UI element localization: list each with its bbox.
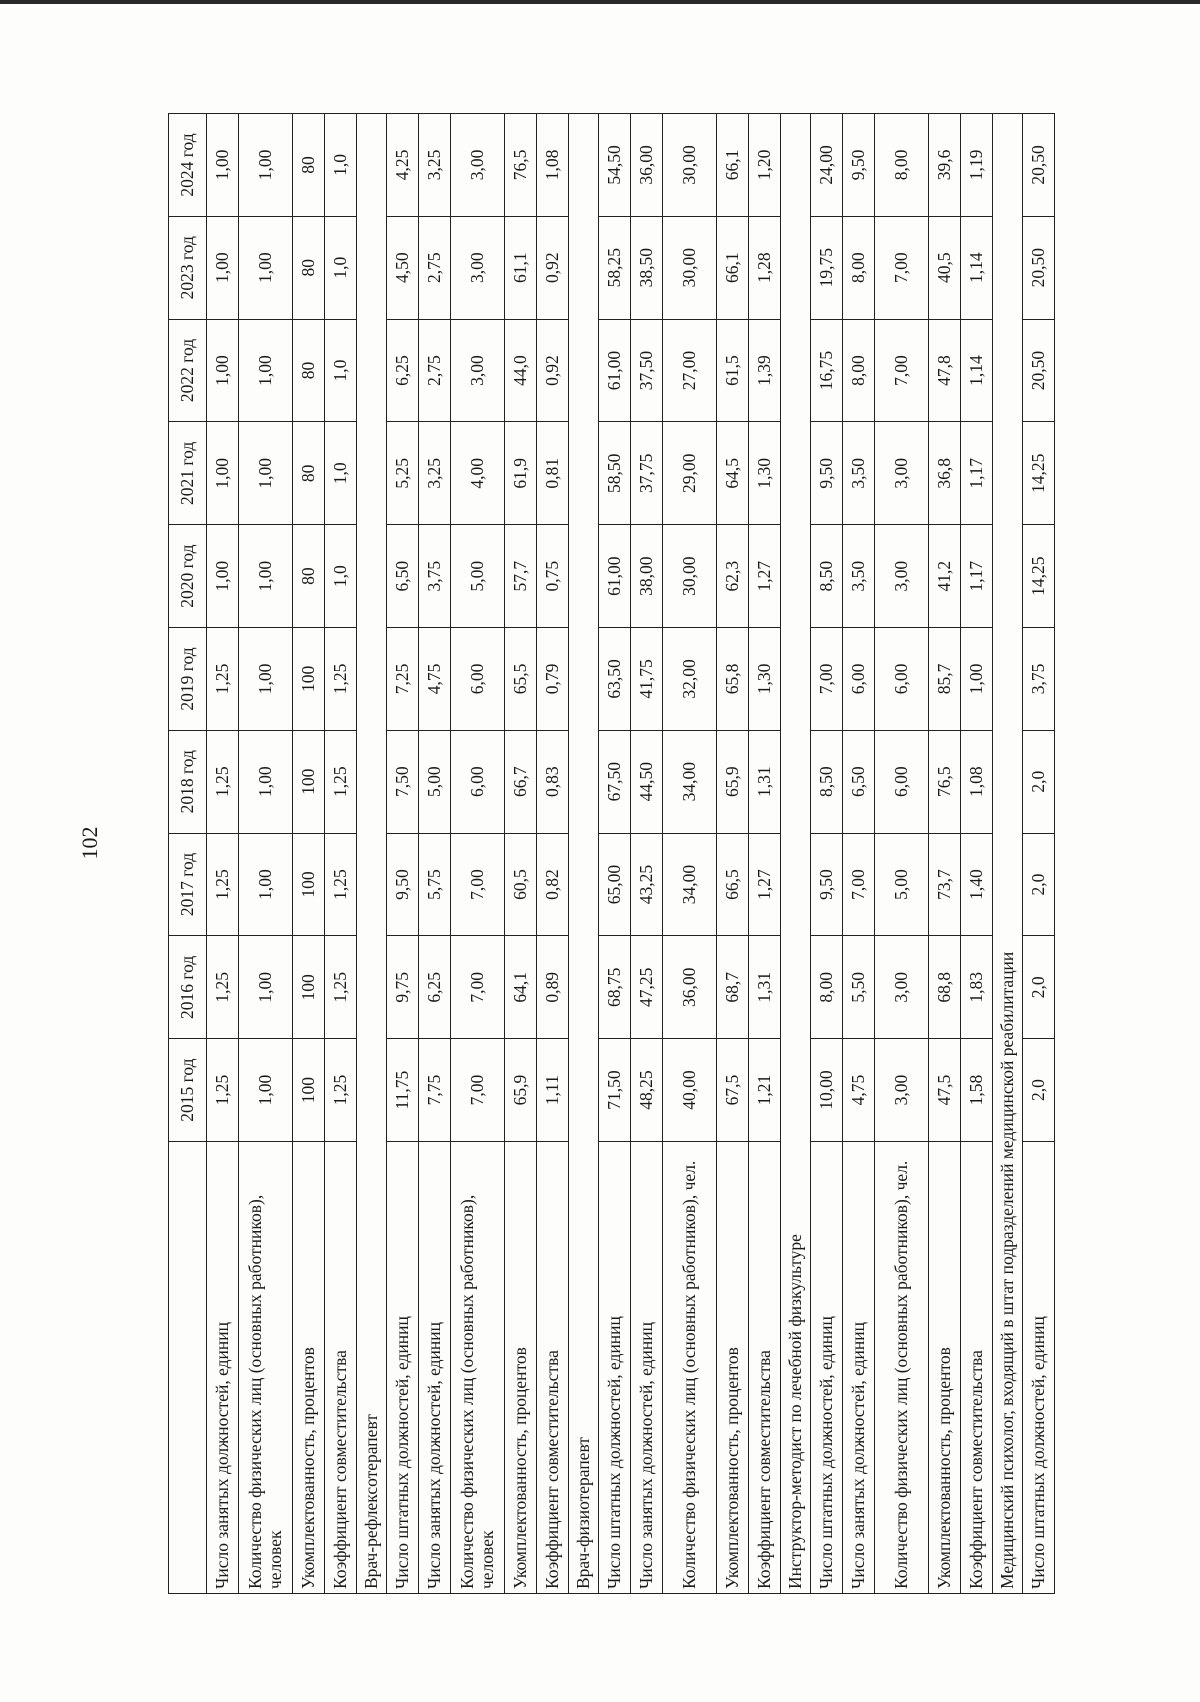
value-cell: 1,25	[325, 730, 357, 833]
row-label: Число занятых должностей, единиц	[419, 1142, 451, 1594]
value-cell: 5,75	[419, 833, 451, 936]
value-cell: 0,92	[537, 216, 569, 319]
value-cell: 2,0	[1023, 833, 1055, 936]
value-cell: 1,00	[239, 628, 293, 731]
section-row	[781, 114, 811, 1594]
value-cell: 7,00	[451, 1039, 505, 1142]
value-cell: 40,5	[929, 216, 961, 319]
section-title: Инструктор-методист по лечебной физкультуре	[781, 114, 811, 1594]
value-cell: 1,00	[239, 833, 293, 936]
value-cell: 1,0	[325, 525, 357, 628]
value-cell: 67,5	[717, 1039, 749, 1142]
value-cell: 2,75	[419, 216, 451, 319]
value-cell: 1,0	[325, 319, 357, 422]
value-cell: 68,8	[929, 936, 961, 1039]
table-row	[537, 114, 569, 1594]
table-row	[505, 114, 537, 1594]
value-cell: 9,75	[387, 936, 419, 1039]
row-label: Количество физических лиц (основных работников), человек	[451, 1142, 505, 1594]
year-header: 2020 год	[169, 525, 207, 628]
value-cell: 3,00	[451, 216, 505, 319]
value-cell: 61,00	[599, 525, 631, 628]
table-row	[929, 114, 961, 1594]
value-cell: 27,00	[663, 319, 717, 422]
value-cell: 65,5	[505, 628, 537, 731]
value-cell: 1,25	[207, 628, 239, 731]
value-cell: 2,0	[1023, 730, 1055, 833]
table-row	[811, 114, 843, 1594]
value-cell: 0,82	[537, 833, 569, 936]
value-cell: 32,00	[663, 628, 717, 731]
value-cell: 71,50	[599, 1039, 631, 1142]
value-cell: 68,75	[599, 936, 631, 1039]
value-cell: 6,25	[419, 936, 451, 1039]
table-row	[961, 114, 993, 1594]
value-cell: 100	[293, 936, 325, 1039]
value-cell: 64,1	[505, 936, 537, 1039]
table-row	[419, 114, 451, 1594]
value-cell: 1,00	[239, 936, 293, 1039]
section-title: Врач-физиотерапевт	[569, 114, 599, 1594]
value-cell: 3,75	[419, 525, 451, 628]
value-cell: 7,00	[875, 319, 929, 422]
value-cell: 2,0	[1023, 936, 1055, 1039]
value-cell: 7,00	[811, 628, 843, 731]
value-cell: 2,0	[1023, 1039, 1055, 1142]
value-cell: 1,25	[207, 936, 239, 1039]
value-cell: 1,00	[239, 1039, 293, 1142]
table-row	[875, 114, 929, 1594]
value-cell: 80	[293, 319, 325, 422]
value-cell: 6,00	[451, 730, 505, 833]
year-header: 2021 год	[169, 422, 207, 525]
value-cell: 3,25	[419, 422, 451, 525]
value-cell: 30,00	[663, 114, 717, 217]
value-cell: 38,00	[631, 525, 663, 628]
value-cell: 5,00	[419, 730, 451, 833]
value-cell: 65,00	[599, 833, 631, 936]
row-label: Число штатных должностей, единиц	[811, 1142, 843, 1594]
year-header: 2016 год	[169, 936, 207, 1039]
value-cell: 1,00	[239, 422, 293, 525]
page-number: 102	[77, 826, 102, 860]
value-cell: 11,75	[387, 1039, 419, 1142]
year-header: 2017 год	[169, 833, 207, 936]
value-cell: 0,81	[537, 422, 569, 525]
row-label: Число занятых должностей, единиц	[631, 1142, 663, 1594]
value-cell: 1,58	[961, 1039, 993, 1142]
value-cell: 2,75	[419, 319, 451, 422]
table-row	[207, 114, 239, 1594]
value-cell: 4,25	[387, 114, 419, 217]
scan-edge	[0, 0, 1200, 4]
year-header: 2018 год	[169, 730, 207, 833]
value-cell: 1,17	[961, 525, 993, 628]
value-cell: 6,00	[875, 628, 929, 731]
value-cell: 62,3	[717, 525, 749, 628]
value-cell: 47,25	[631, 936, 663, 1039]
table-header-row	[169, 114, 207, 1594]
value-cell: 1,30	[749, 628, 781, 731]
value-cell: 1,40	[961, 833, 993, 936]
value-cell: 36,8	[929, 422, 961, 525]
value-cell: 3,50	[843, 422, 875, 525]
value-cell: 58,25	[599, 216, 631, 319]
value-cell: 37,75	[631, 422, 663, 525]
value-cell: 64,5	[717, 422, 749, 525]
value-cell: 80	[293, 525, 325, 628]
value-cell: 1,30	[749, 422, 781, 525]
value-cell: 7,00	[451, 936, 505, 1039]
value-cell: 1,0	[325, 114, 357, 217]
value-cell: 7,50	[387, 730, 419, 833]
year-header: 2022 год	[169, 319, 207, 422]
value-cell: 0,83	[537, 730, 569, 833]
value-cell: 76,5	[929, 730, 961, 833]
value-cell: 30,00	[663, 216, 717, 319]
value-cell: 20,50	[1023, 319, 1055, 422]
value-cell: 1,25	[207, 833, 239, 936]
value-cell: 9,50	[811, 833, 843, 936]
section-title: Врач-рефлексотерапевт	[357, 114, 387, 1594]
value-cell: 1,25	[325, 628, 357, 731]
value-cell: 61,00	[599, 319, 631, 422]
table-row	[387, 114, 419, 1594]
table-row	[663, 114, 717, 1594]
value-cell: 9,50	[843, 114, 875, 217]
value-cell: 1,25	[207, 730, 239, 833]
value-cell: 6,25	[387, 319, 419, 422]
value-cell: 9,50	[387, 833, 419, 936]
value-cell: 41,2	[929, 525, 961, 628]
value-cell: 1,00	[239, 730, 293, 833]
value-cell: 4,75	[419, 628, 451, 731]
value-cell: 61,1	[505, 216, 537, 319]
value-cell: 65,8	[717, 628, 749, 731]
value-cell: 9,50	[811, 422, 843, 525]
value-cell: 1,25	[325, 936, 357, 1039]
table-row	[293, 114, 325, 1594]
value-cell: 4,75	[843, 1039, 875, 1142]
value-cell: 5,00	[875, 833, 929, 936]
value-cell: 47,8	[929, 319, 961, 422]
value-cell: 10,00	[811, 1039, 843, 1142]
value-cell: 6,50	[387, 525, 419, 628]
value-cell: 1,14	[961, 319, 993, 422]
year-header: 2015 год	[169, 1039, 207, 1142]
value-cell: 80	[293, 216, 325, 319]
table-row	[239, 114, 293, 1594]
row-label: Число занятых должностей, единиц	[843, 1142, 875, 1594]
value-cell: 3,00	[451, 114, 505, 217]
table-row	[451, 114, 505, 1594]
value-cell: 4,50	[387, 216, 419, 319]
row-label: Число штатных должностей, единиц	[1023, 1142, 1055, 1594]
value-cell: 0,89	[537, 936, 569, 1039]
table-row	[631, 114, 663, 1594]
value-cell: 30,00	[663, 525, 717, 628]
value-cell: 1,83	[961, 936, 993, 1039]
value-cell: 67,50	[599, 730, 631, 833]
value-cell: 61,9	[505, 422, 537, 525]
value-cell: 100	[293, 1039, 325, 1142]
value-cell: 65,9	[505, 1039, 537, 1142]
value-cell: 1,25	[207, 1039, 239, 1142]
value-cell: 66,1	[717, 216, 749, 319]
value-cell: 1,17	[961, 422, 993, 525]
value-cell: 7,25	[387, 628, 419, 731]
value-cell: 7,00	[451, 833, 505, 936]
value-cell: 1,27	[749, 525, 781, 628]
table-row	[717, 114, 749, 1594]
value-cell: 80	[293, 114, 325, 217]
value-cell: 3,25	[419, 114, 451, 217]
value-cell: 8,00	[843, 319, 875, 422]
value-cell: 1,39	[749, 319, 781, 422]
value-cell: 1,00	[207, 422, 239, 525]
table-row	[749, 114, 781, 1594]
value-cell: 85,7	[929, 628, 961, 731]
value-cell: 1,00	[239, 319, 293, 422]
value-cell: 65,9	[717, 730, 749, 833]
value-cell: 57,7	[505, 525, 537, 628]
value-cell: 61,5	[717, 319, 749, 422]
value-cell: 0,75	[537, 525, 569, 628]
value-cell: 43,25	[631, 833, 663, 936]
value-cell: 1,00	[207, 525, 239, 628]
value-cell: 1,08	[537, 114, 569, 217]
value-cell: 8,50	[811, 525, 843, 628]
value-cell: 41,75	[631, 628, 663, 731]
row-label: Коэффициент совместительства	[749, 1142, 781, 1594]
value-cell: 3,00	[875, 525, 929, 628]
value-cell: 58,50	[599, 422, 631, 525]
row-label: Количество физических лиц (основных работников), человек	[239, 1142, 293, 1594]
row-label: Укомплектованность, процентов	[717, 1142, 749, 1594]
row-label: Количество физических лиц (основных работников), чел.	[875, 1142, 929, 1594]
value-cell: 100	[293, 730, 325, 833]
value-cell: 1,0	[325, 216, 357, 319]
value-cell: 1,08	[961, 730, 993, 833]
value-cell: 24,00	[811, 114, 843, 217]
section-row	[357, 114, 387, 1594]
value-cell: 37,50	[631, 319, 663, 422]
row-label: Число штатных должностей, единиц	[599, 1142, 631, 1594]
value-cell: 1,00	[239, 216, 293, 319]
value-cell: 1,00	[207, 216, 239, 319]
table-row	[325, 114, 357, 1594]
value-cell: 5,00	[451, 525, 505, 628]
table-row	[599, 114, 631, 1594]
value-cell: 66,5	[717, 833, 749, 936]
value-cell: 38,50	[631, 216, 663, 319]
value-cell: 20,50	[1023, 114, 1055, 217]
row-label: Коэффициент совместительства	[537, 1142, 569, 1594]
value-cell: 8,00	[843, 216, 875, 319]
value-cell: 1,31	[749, 936, 781, 1039]
value-cell: 1,27	[749, 833, 781, 936]
value-cell: 3,00	[875, 1039, 929, 1142]
value-cell: 36,00	[663, 936, 717, 1039]
value-cell: 16,75	[811, 319, 843, 422]
value-cell: 34,00	[663, 730, 717, 833]
header-corner-cell	[169, 1142, 207, 1594]
value-cell: 1,21	[749, 1039, 781, 1142]
value-cell: 1,28	[749, 216, 781, 319]
value-cell: 40,00	[663, 1039, 717, 1142]
value-cell: 1,00	[239, 114, 293, 217]
row-label: Число занятых должностей, единиц	[207, 1142, 239, 1594]
value-cell: 1,00	[207, 114, 239, 217]
row-label: Число штатных должностей, единиц	[387, 1142, 419, 1594]
value-cell: 29,00	[663, 422, 717, 525]
value-cell: 1,14	[961, 216, 993, 319]
value-cell: 60,5	[505, 833, 537, 936]
value-cell: 7,00	[843, 833, 875, 936]
value-cell: 8,00	[875, 114, 929, 217]
value-cell: 80	[293, 422, 325, 525]
value-cell: 1,31	[749, 730, 781, 833]
value-cell: 39,6	[929, 114, 961, 217]
value-cell: 1,25	[325, 833, 357, 936]
year-header: 2024 год	[169, 114, 207, 217]
value-cell: 73,7	[929, 833, 961, 936]
row-label: Коэффициент совместительства	[325, 1142, 357, 1594]
value-cell: 47,5	[929, 1039, 961, 1142]
row-label: Укомплектованность, процентов	[293, 1142, 325, 1594]
value-cell: 44,50	[631, 730, 663, 833]
table-row	[843, 114, 875, 1594]
value-cell: 7,00	[875, 216, 929, 319]
value-cell: 6,00	[875, 730, 929, 833]
value-cell: 4,00	[451, 422, 505, 525]
year-header: 2023 год	[169, 216, 207, 319]
row-label: Укомплектованность, процентов	[929, 1142, 961, 1594]
year-header: 2019 год	[169, 628, 207, 731]
row-label: Коэффициент совместительства	[961, 1142, 993, 1594]
value-cell: 63,50	[599, 628, 631, 731]
row-label: Укомплектованность, процентов	[505, 1142, 537, 1594]
value-cell: 6,00	[843, 628, 875, 731]
value-cell: 36,00	[631, 114, 663, 217]
value-cell: 5,25	[387, 422, 419, 525]
value-cell: 14,25	[1023, 422, 1055, 525]
value-cell: 20,50	[1023, 216, 1055, 319]
value-cell: 44,0	[505, 319, 537, 422]
row-label: Количество физических лиц (основных работников), чел.	[663, 1142, 717, 1594]
staffing-table	[168, 113, 1055, 1594]
section-row	[993, 114, 1023, 1594]
value-cell: 66,7	[505, 730, 537, 833]
value-cell: 1,20	[749, 114, 781, 217]
value-cell: 6,00	[451, 628, 505, 731]
value-cell: 19,75	[811, 216, 843, 319]
value-cell: 100	[293, 628, 325, 731]
value-cell: 8,00	[811, 936, 843, 1039]
value-cell: 54,50	[599, 114, 631, 217]
value-cell: 1,25	[325, 1039, 357, 1142]
table-row	[1023, 114, 1055, 1594]
value-cell: 1,11	[537, 1039, 569, 1142]
value-cell: 48,25	[631, 1039, 663, 1142]
value-cell: 0,79	[537, 628, 569, 731]
value-cell: 3,00	[875, 422, 929, 525]
value-cell: 100	[293, 833, 325, 936]
value-cell: 66,1	[717, 114, 749, 217]
value-cell: 1,0	[325, 422, 357, 525]
value-cell: 14,25	[1023, 525, 1055, 628]
value-cell: 8,50	[811, 730, 843, 833]
value-cell: 1,19	[961, 114, 993, 217]
value-cell: 3,75	[1023, 628, 1055, 731]
value-cell: 0,92	[537, 319, 569, 422]
rotated-table-container	[168, 114, 1048, 1594]
value-cell: 3,50	[843, 525, 875, 628]
value-cell: 3,00	[875, 936, 929, 1039]
value-cell: 3,00	[451, 319, 505, 422]
value-cell: 1,00	[239, 525, 293, 628]
value-cell: 1,00	[961, 628, 993, 731]
value-cell: 6,50	[843, 730, 875, 833]
table-body	[207, 114, 1055, 1594]
value-cell: 68,7	[717, 936, 749, 1039]
value-cell: 34,00	[663, 833, 717, 936]
value-cell: 1,00	[207, 319, 239, 422]
section-title: Медицинский психолог, входящий в штат подразделений медицинской реабилитации	[993, 114, 1023, 1594]
section-row	[569, 114, 599, 1594]
value-cell: 5,50	[843, 936, 875, 1039]
value-cell: 76,5	[505, 114, 537, 217]
value-cell: 7,75	[419, 1039, 451, 1142]
